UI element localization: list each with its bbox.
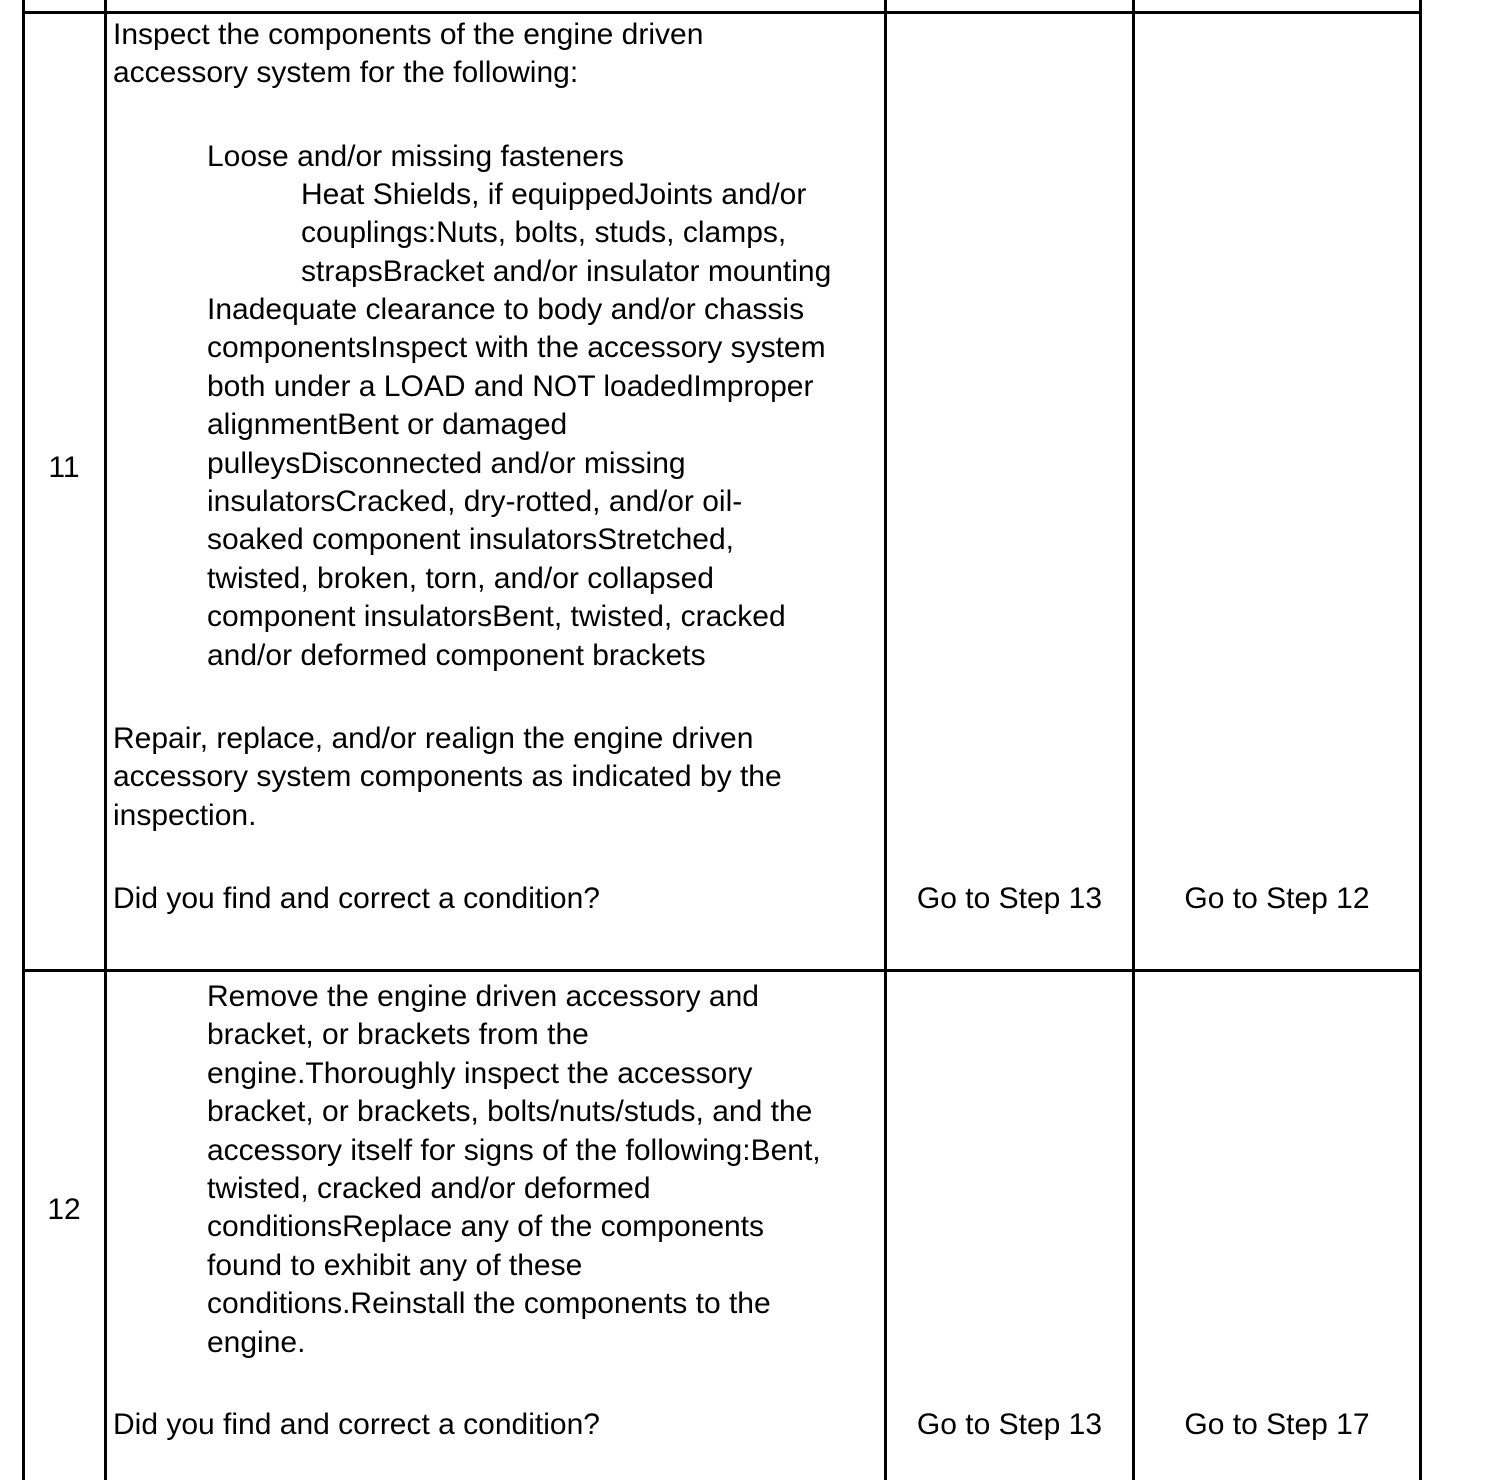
column-divider-yes (1132, 0, 1135, 1480)
repair-instruction: Repair, replace, and/or realign the engine driven accessory system components as indicated by the inspection. (113, 722, 782, 832)
row-divider-11-12 (22, 969, 1422, 972)
table-border-right (1419, 0, 1422, 1480)
step-number: 12 (47, 1193, 81, 1226)
inspection-items: Inadequate clearance to body and/or chassis componentsInspect with the accessory system both under a LOAD and NOT loadedImproper alignmentBent or damaged pulleysDisconnected and/or missing insulatorsCracked, dry-rotted, and/or oil- soaked component insulatorsStretched, twisted, broken, torn, and/or collapsed component insulatorsBent, twisted, cracked and/or deformed component brackets (207, 293, 826, 672)
yes-result: Go to Step 13 (916, 1408, 1103, 1441)
step-question: Did you find and correct a condition? (113, 882, 600, 915)
step-number: 11 (48, 451, 80, 484)
step-action: Remove the engine driven accessory and bracket, or brackets from the engine.Thoroughly inspect the accessory bracket, or brackets, bolts/nuts/studs, and the accessory itself for signs of the following:Bent, twisted, cracked and/or deformed conditionsReplace any of the components found to exhibit any of these conditions.Reinstall the components to the engine. (207, 980, 821, 1359)
inspection-subitems: Heat Shields, if equippedJoints and/or couplings:Nuts, bolts, studs, clamps, strapsBracket and/or insulator mounting (301, 178, 832, 288)
column-divider-action (884, 0, 887, 1480)
step-intro: Inspect the components of the engine driven accessory system for the following: (113, 18, 704, 90)
table-border-left (22, 0, 25, 1480)
inspection-item: Loose and/or missing fasteners (207, 140, 624, 173)
column-divider-step (104, 0, 107, 1480)
step-question: Did you find and correct a condition? (113, 1408, 600, 1441)
yes-result: Go to Step 13 (916, 882, 1103, 915)
no-result: Go to Step 12 (1184, 882, 1370, 915)
row-divider-top (22, 11, 1422, 14)
no-result: Go to Step 17 (1184, 1408, 1370, 1441)
